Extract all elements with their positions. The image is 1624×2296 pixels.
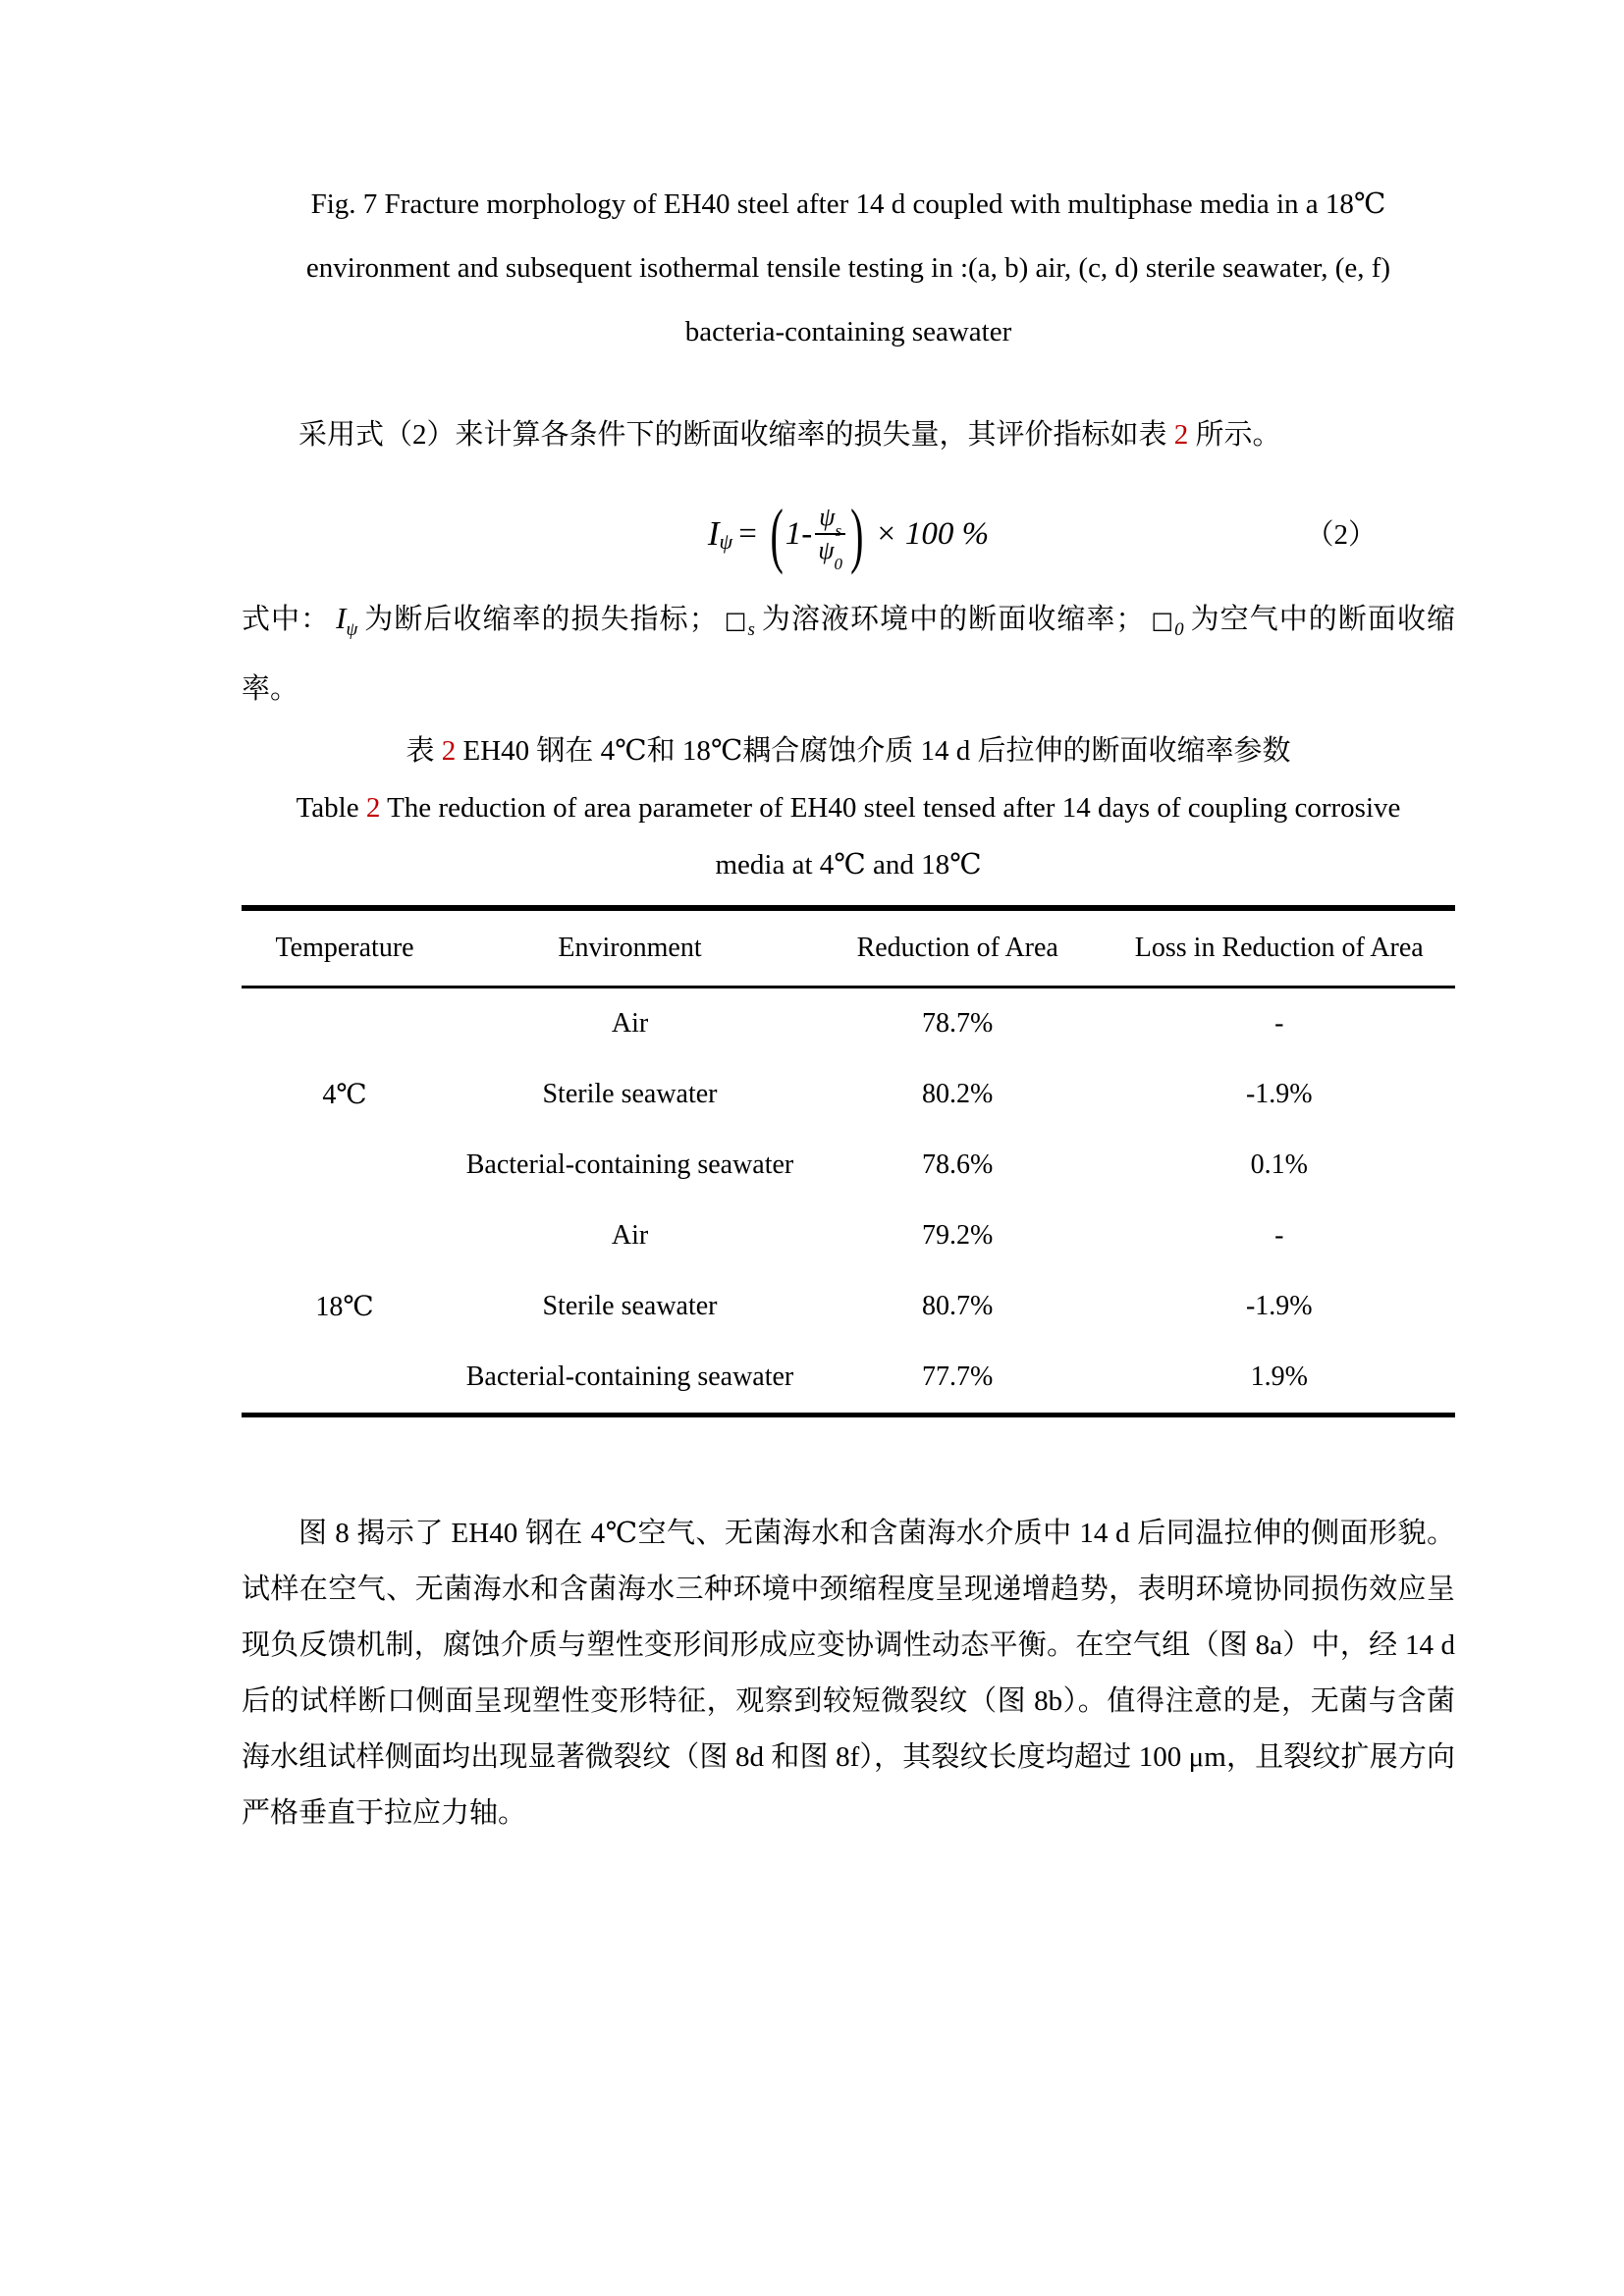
paragraph-text: 所示。 (1188, 419, 1281, 451)
table-row (242, 987, 1455, 1059)
cell-reduction: 78.7% (922, 1007, 994, 1039)
cell-loss: -1.9% (1245, 1078, 1313, 1109)
cell-loss: - (1274, 1219, 1284, 1251)
header-environment: Environment (558, 932, 702, 963)
table-2-reference: 2 (1173, 419, 1189, 451)
figure-caption-line-1: Fig. 7 Fracture morphology of EH40 steel after 14 d coupled with multiphase media in a 18℃ (310, 188, 1386, 220)
psi-0: ψ (818, 536, 835, 564)
table-row (242, 1201, 1455, 1271)
cell-environment: Sterile seawater (542, 1290, 718, 1321)
fraction (815, 503, 845, 574)
cell-environment: Air (611, 1007, 649, 1039)
cell-environment: Air (611, 1219, 649, 1251)
cell-reduction: 80.7% (922, 1290, 994, 1321)
equation-number: （2） (1305, 519, 1377, 551)
cell-environment: Bacterial-containing seawater (465, 1148, 794, 1180)
missing-glyph-box: □ (723, 607, 748, 634)
cell-environment: Bacterial-containing seawater (465, 1361, 794, 1392)
cell-reduction: 78.6% (922, 1148, 994, 1180)
symbol-psi-0-box (1150, 604, 1184, 640)
paragraph-text: 式中： (242, 604, 331, 635)
paragraph-text: 为断后收缩率的损失指标； (363, 604, 718, 635)
cell-loss: -1.9% (1245, 1290, 1313, 1321)
times-100-percent: × 100 % (875, 515, 990, 552)
equation-lhs: I (707, 514, 720, 553)
equation-2 (242, 489, 1455, 579)
paragraph-figure-8-discussion: 图 8 揭示了 EH40 钢在 4℃空气、无菌海水和含菌海水介质中 14 d 后同温拉伸的侧面形貌。试样在空气、无菌海水和含菌海水三种环境中颈缩程度呈现递增趋势，表明环境协同损伤效应呈现负反馈机制，腐蚀介质与塑性变形间形成应变协调性动态平衡。在空气组（图 8a）中，经 14 d 后的试样断口侧面呈现塑性变形特征，观察到较短微裂纹（图 8b）。值得注意的是，无菌与含菌海水组试样侧面均出现显著微裂纹（图 8d 和图 8f），其裂纹长度均超过 100 μm，且裂纹扩展方向严格垂直于拉应力轴。 (242, 1517, 1455, 1829)
caption-text: 表 (406, 734, 442, 767)
caption-english-line-2: media at 4℃ and 18℃ (715, 848, 982, 881)
psi-s-subscript: s (835, 521, 842, 541)
cell-reduction: 79.2% (922, 1219, 994, 1251)
caption-english-line-1 (242, 779, 1455, 836)
box-subscript-0: 0 (1174, 618, 1184, 640)
symbol-I-psi (336, 601, 358, 640)
cell-temp-18c: 18℃ (315, 1291, 374, 1322)
table-2-number-red: 2 (441, 734, 457, 767)
equation-one-minus: 1- (785, 515, 813, 552)
fraction-numerator (815, 503, 845, 541)
equation-body: I $_\psi$ = ( 1- $\frac{\psi_s}{\psi_0}$ ) × 100 % (707, 493, 990, 575)
cell-loss: 1.9% (1250, 1361, 1308, 1392)
figure-caption-line-3: bacteria-containing seawater (684, 316, 1012, 347)
missing-glyph-box: □ (1150, 607, 1175, 634)
symbol-I-subscript: ψ (346, 618, 358, 640)
header-reduction-of-area: Reduction of Area (856, 932, 1058, 963)
cell-temp-4c: 4℃ (322, 1079, 367, 1110)
symbol-I: I (336, 601, 347, 635)
equals-sign: = (736, 515, 759, 552)
table-2-caption-english (242, 779, 1455, 893)
cell-reduction: 77.7% (922, 1361, 994, 1392)
cell-reduction: 80.2% (922, 1078, 994, 1109)
caption-text: Table (296, 791, 366, 824)
figure-caption-line-2: environment and subsequent isothermal tensile testing in :(a, b) air, (c, d) sterile seawater, (e, f) (305, 252, 1391, 284)
psi-0-subscript: 0 (834, 555, 842, 574)
right-parenthesis: ) (850, 493, 864, 575)
paragraph-text: 为溶液环境中的断面收缩率； (760, 604, 1145, 635)
table-2-caption-chinese (242, 722, 1455, 779)
cell-environment: Sterile seawater (542, 1078, 718, 1109)
caption-text: The reduction of area parameter of EH40 steel tensed after 14 days of coupling corrosive (380, 791, 1401, 824)
caption-text: EH40 钢在 4℃和 18℃耦合腐蚀介质 14 d 后拉伸的断面收缩率参数 (456, 734, 1291, 767)
paragraph-equation-intro (242, 407, 1455, 463)
cell-loss: - (1274, 1007, 1284, 1039)
box-subscript-s: s (747, 618, 755, 640)
header-temperature: Temperature (275, 932, 414, 963)
paragraph-text: 采用式（2）来计算各条件下的断面收缩率的损失量，其评价指标如表 (298, 419, 1174, 451)
cell-loss: 0.1% (1250, 1148, 1308, 1180)
paragraph-text: 为空气中的断面收缩率。 (242, 604, 1455, 705)
figure-7-caption (242, 173, 1455, 364)
psi-s: ψ (819, 503, 836, 531)
reduction-of-area-table (242, 905, 1455, 1417)
paragraph-symbol-definitions (242, 589, 1455, 719)
left-parenthesis: ( (770, 493, 784, 575)
symbol-psi-s-box (723, 604, 755, 640)
table-header-row (242, 908, 1455, 988)
table-2-number-red: 2 (365, 791, 381, 824)
header-loss-in-reduction: Loss in Reduction of Area (1134, 932, 1424, 963)
